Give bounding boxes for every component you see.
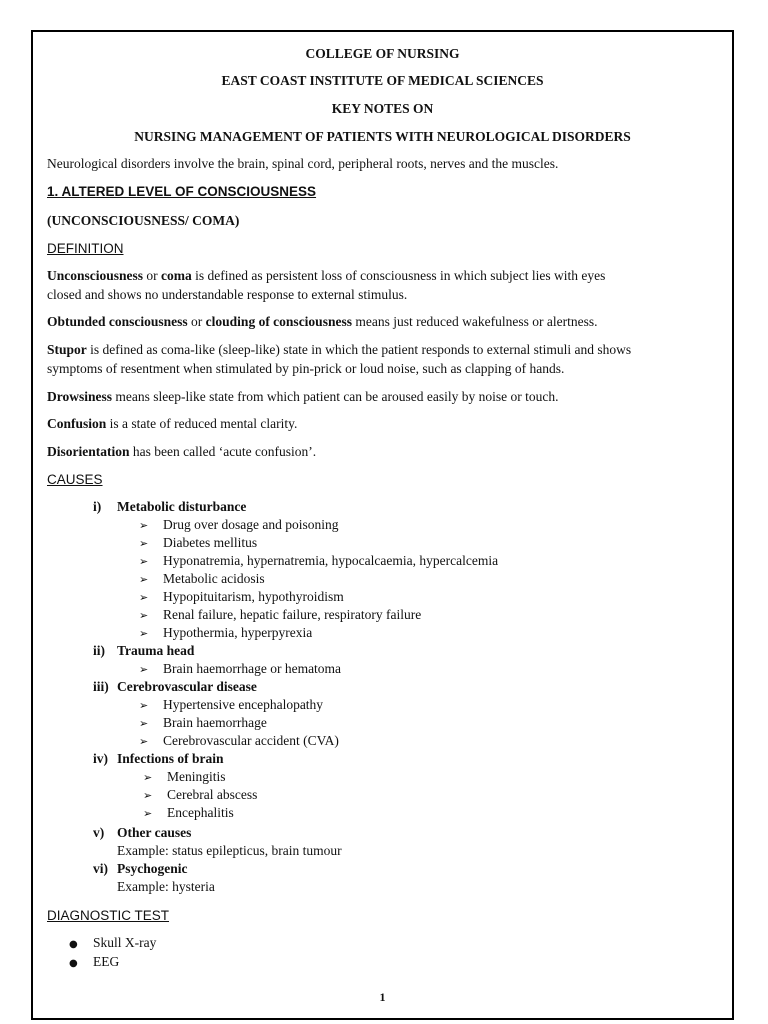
cause-example: Example: hysteria [117, 879, 215, 894]
list-item [139, 607, 421, 623]
list-item-text: Renal failure, hepatic failure, respiratory failure [163, 607, 422, 622]
cause-group-number: ii) [93, 643, 105, 658]
cause-group-number: v) [93, 825, 105, 840]
arrowhead-bullet-icon: ➢ [139, 591, 149, 604]
page-number: 1 [379, 990, 386, 1004]
cause-group-title: Infections of brain [117, 751, 224, 766]
arrowhead-bullet-icon: ➢ [143, 789, 153, 802]
definition-term: Stupor [47, 342, 87, 357]
definition-text: is a state of reduced mental clarity. [106, 416, 298, 431]
arrowhead-bullet-icon: ➢ [139, 573, 149, 586]
arrowhead-bullet-icon: ➢ [143, 771, 153, 784]
arrowhead-bullet-icon: ➢ [143, 807, 153, 820]
obtunded-definition [47, 313, 598, 331]
list-item-text: Hyponatremia, hypernatremia, hypocalcaemia, hypercalcemia [163, 553, 499, 568]
cause-group-title: Metabolic disturbance [117, 499, 247, 514]
list-item [139, 697, 323, 713]
institute-name: EAST COAST INSTITUTE OF MEDICAL SCIENCES [221, 73, 544, 88]
list-item-text: Metabolic acidosis [163, 571, 265, 586]
list-item-text: EEG [93, 954, 120, 969]
list-item-text: Cerebral abscess [167, 787, 258, 802]
list-item-text: Drug over dosage and poisoning [163, 517, 339, 532]
causes-heading: CAUSES [47, 472, 103, 487]
college-name: COLLEGE OF NURSING [305, 46, 460, 61]
list-item-text: Diabetes mellitus [163, 535, 258, 550]
definition-term: clouding of consciousness [205, 314, 352, 329]
disorientation-definition [47, 443, 316, 461]
list-item [139, 733, 339, 749]
section-subheading: (UNCONSCIOUSNESS/ COMA) [47, 213, 240, 228]
diagnostic-heading: DIAGNOSTIC TEST [47, 908, 170, 923]
list-item-text: Cerebrovascular accident (CVA) [163, 733, 339, 748]
arrowhead-bullet-icon: ➢ [139, 537, 149, 550]
cause-group-title: Psychogenic [117, 861, 188, 876]
list-item [143, 787, 257, 803]
cause-group-title: Cerebrovascular disease [117, 679, 257, 694]
arrowhead-bullet-icon: ➢ [139, 735, 149, 748]
stupor-definition [47, 341, 631, 359]
intro-paragraph: Neurological disorders involve the brain, spinal cord, peripheral roots, nerves and the muscles. [47, 156, 559, 171]
definition-term: Obtunded consciousness [47, 314, 188, 329]
cause-group-heading [93, 499, 246, 515]
round-bullet-icon: ● [69, 958, 78, 969]
list-item-text: Brain haemorrhage or hematoma [163, 661, 342, 676]
cause-group-heading [93, 679, 257, 695]
list-item-text: Brain haemorrhage [163, 715, 267, 730]
arrowhead-bullet-icon: ➢ [139, 663, 149, 676]
list-item [139, 553, 498, 569]
document-page [31, 30, 734, 1020]
cause-group-heading [93, 643, 194, 659]
definition-heading: DEFINITION [47, 241, 124, 256]
list-item [143, 805, 234, 821]
list-item [139, 517, 338, 533]
unconsciousness-definition-cont: closed and shows no understandable response to external stimulus. [47, 287, 408, 302]
list-item-text: Hypopituitarism, hypothyroidism [163, 589, 344, 604]
definition-text: is defined as persistent loss of consciousness in which subject lies with eyes [191, 268, 606, 283]
definition-text: means just reduced wakefulness or alertness. [351, 314, 598, 329]
cause-group-heading [93, 751, 224, 767]
document-title: NURSING MANAGEMENT OF PATIENTS WITH NEUROLOGICAL DISORDERS [134, 129, 631, 144]
list-item [139, 625, 312, 641]
definition-text: has been called ‘acute confusion’. [129, 444, 317, 459]
connector-text: or [143, 268, 162, 283]
cause-group-heading [93, 861, 188, 877]
list-item-text: Hypertensive encephalopathy [163, 697, 324, 712]
confusion-definition [47, 415, 297, 433]
cause-group-number: i) [93, 499, 102, 514]
list-item-text: Encephalitis [167, 805, 234, 820]
unconsciousness-definition [47, 267, 605, 285]
definition-text: means sleep-like state from which patient can be aroused easily by noise or touch. [112, 389, 559, 404]
drowsiness-definition [47, 388, 559, 406]
list-item [69, 954, 119, 970]
list-item-text: Skull X-ray [93, 935, 157, 950]
key-notes-label: KEY NOTES ON [331, 101, 434, 116]
list-item [139, 571, 265, 587]
stupor-definition-cont: symptoms of resentment when stimulated by pin-prick or loud noise, such as clapping of hands. [47, 361, 565, 376]
list-item [139, 535, 257, 551]
arrowhead-bullet-icon: ➢ [139, 609, 149, 622]
cause-group-number: vi) [93, 861, 108, 876]
cause-group-title: Trauma head [117, 643, 195, 658]
list-item [69, 935, 156, 951]
definition-term: Disorientation [47, 444, 130, 459]
arrowhead-bullet-icon: ➢ [139, 627, 149, 640]
list-item [139, 715, 267, 731]
list-item [139, 661, 341, 677]
definition-text: is defined as coma-like (sleep-like) state in which the patient responds to external stimuli and shows [86, 342, 632, 357]
cause-example: Example: status epilepticus, brain tumour [117, 843, 342, 858]
list-item [139, 589, 344, 605]
list-item [143, 769, 226, 785]
arrowhead-bullet-icon: ➢ [139, 717, 149, 730]
cause-group-heading [93, 825, 191, 841]
cause-group-title: Other causes [117, 825, 192, 840]
connector-text: or [187, 314, 206, 329]
arrowhead-bullet-icon: ➢ [139, 555, 149, 568]
arrowhead-bullet-icon: ➢ [139, 699, 149, 712]
definition-term: coma [161, 268, 192, 283]
definition-term: Unconsciousness [47, 268, 144, 283]
list-item-text: Hypothermia, hyperpyrexia [163, 625, 313, 640]
definition-term: Confusion [47, 416, 107, 431]
cause-group-number: iii) [93, 679, 109, 694]
list-item-text: Meningitis [167, 769, 226, 784]
section-heading: 1. ALTERED LEVEL OF CONSCIOUSNESS [47, 184, 317, 199]
cause-group-number: iv) [93, 751, 108, 766]
definition-term: Drowsiness [47, 389, 113, 404]
round-bullet-icon: ● [69, 939, 78, 950]
arrowhead-bullet-icon: ➢ [139, 519, 149, 532]
